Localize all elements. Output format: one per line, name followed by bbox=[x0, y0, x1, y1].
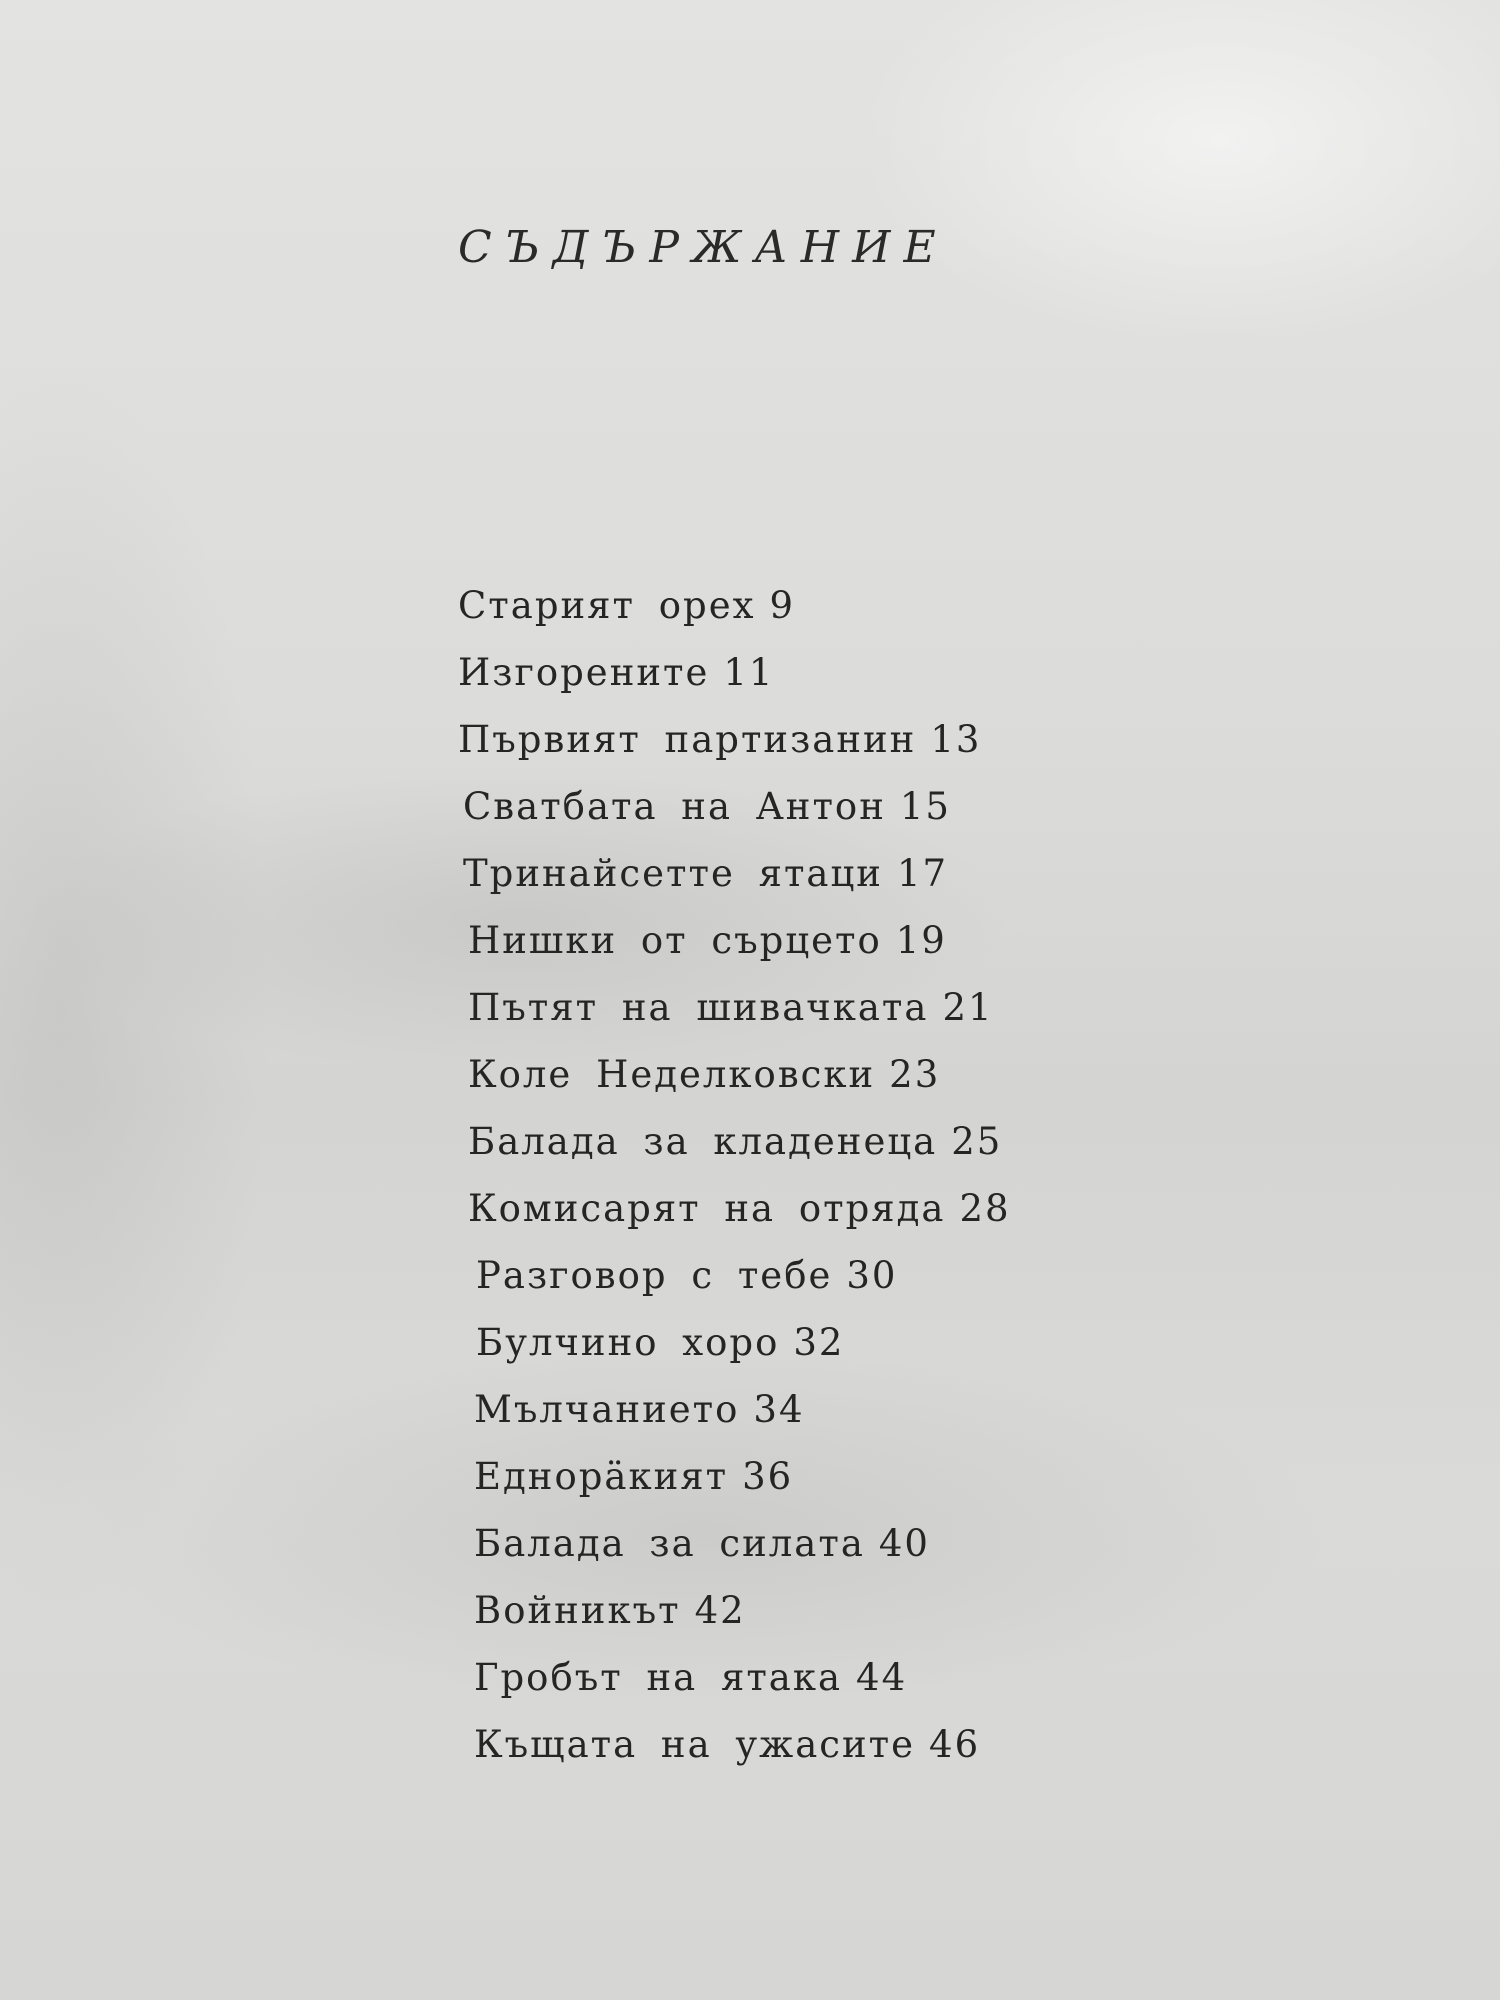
toc-entry-page: 19 bbox=[895, 919, 947, 962]
toc-entry-page: 34 bbox=[753, 1388, 805, 1431]
toc-entry-title: Булчино хоро bbox=[476, 1321, 780, 1364]
toc-entry-title: Балада за силата bbox=[474, 1522, 865, 1565]
toc-entry bbox=[458, 1317, 1011, 1384]
toc-entry bbox=[458, 1384, 1011, 1451]
toc-entry-page: 11 bbox=[723, 651, 775, 694]
toc-entry-title: Гробът на ятака bbox=[474, 1656, 843, 1699]
toc-entry-page: 25 bbox=[951, 1120, 1003, 1163]
toc-entry-page: 36 bbox=[742, 1455, 794, 1498]
toc-entry-page: 28 bbox=[959, 1187, 1011, 1230]
toc-entry-page: 17 bbox=[896, 852, 949, 895]
page-title: СЪДЪРЖАНИЕ bbox=[458, 222, 949, 273]
toc-entry-title: Пътят на шивачката bbox=[468, 986, 929, 1029]
toc-entry-title: Еднорäкият bbox=[474, 1455, 729, 1498]
toc-entry-page: 21 bbox=[942, 986, 994, 1029]
toc-entry-title: Първият партизанин bbox=[458, 718, 917, 761]
toc-entry bbox=[458, 781, 1011, 848]
toc-entry-title: Балада за кладенеца bbox=[468, 1120, 938, 1163]
toc-entry-page: 13 bbox=[930, 718, 982, 761]
toc-entry-page: 44 bbox=[856, 1656, 908, 1699]
toc-entry-title: Коле Неделковски bbox=[468, 1053, 876, 1096]
toc-entry bbox=[458, 1049, 1011, 1116]
toc-entry bbox=[458, 1250, 1011, 1317]
toc-entry bbox=[458, 1518, 1011, 1585]
toc-entry-title: Къщата на ужасите bbox=[474, 1723, 916, 1766]
toc-entry bbox=[458, 982, 1011, 1049]
toc-entry-page: 9 bbox=[769, 584, 796, 627]
toc-entry-page: 42 bbox=[694, 1589, 746, 1632]
toc-entry bbox=[458, 1719, 1011, 1786]
toc-entry-title: Комисарят на отряда bbox=[468, 1187, 946, 1230]
toc-entry bbox=[458, 714, 1011, 781]
toc-entry bbox=[458, 1116, 1011, 1183]
toc-entry bbox=[458, 848, 1011, 915]
toc-entry-title: Старият орех bbox=[458, 584, 756, 627]
toc-entry-title: Мълчанието bbox=[474, 1388, 740, 1431]
toc-entry bbox=[458, 915, 1011, 982]
toc-entry-title: Сватбата на Антон bbox=[463, 785, 886, 828]
toc-entry-page: 30 bbox=[846, 1254, 898, 1297]
toc-entry bbox=[458, 1451, 1011, 1518]
toc-entry-title: Изгорените bbox=[458, 651, 710, 694]
toc-entry bbox=[458, 647, 1011, 714]
toc-entry-title: Разговор с тебе bbox=[476, 1254, 833, 1297]
toc-entry-page: 23 bbox=[889, 1053, 941, 1096]
toc-entry-title: Тринайсетте ятаци bbox=[463, 852, 883, 895]
toc-entry bbox=[458, 1652, 1011, 1719]
table-of-contents bbox=[458, 580, 1011, 1786]
toc-entry bbox=[458, 1585, 1011, 1652]
toc-entry bbox=[458, 1183, 1011, 1250]
toc-entry bbox=[458, 580, 1011, 647]
toc-entry-title: Нишки от сърцето bbox=[468, 919, 882, 962]
toc-entry-page: 46 bbox=[929, 1723, 981, 1766]
toc-entry-title: Войникът bbox=[474, 1589, 681, 1632]
toc-entry-page: 40 bbox=[878, 1522, 930, 1565]
toc-entry-page: 15 bbox=[899, 785, 951, 828]
toc-entry-page: 32 bbox=[793, 1321, 845, 1364]
